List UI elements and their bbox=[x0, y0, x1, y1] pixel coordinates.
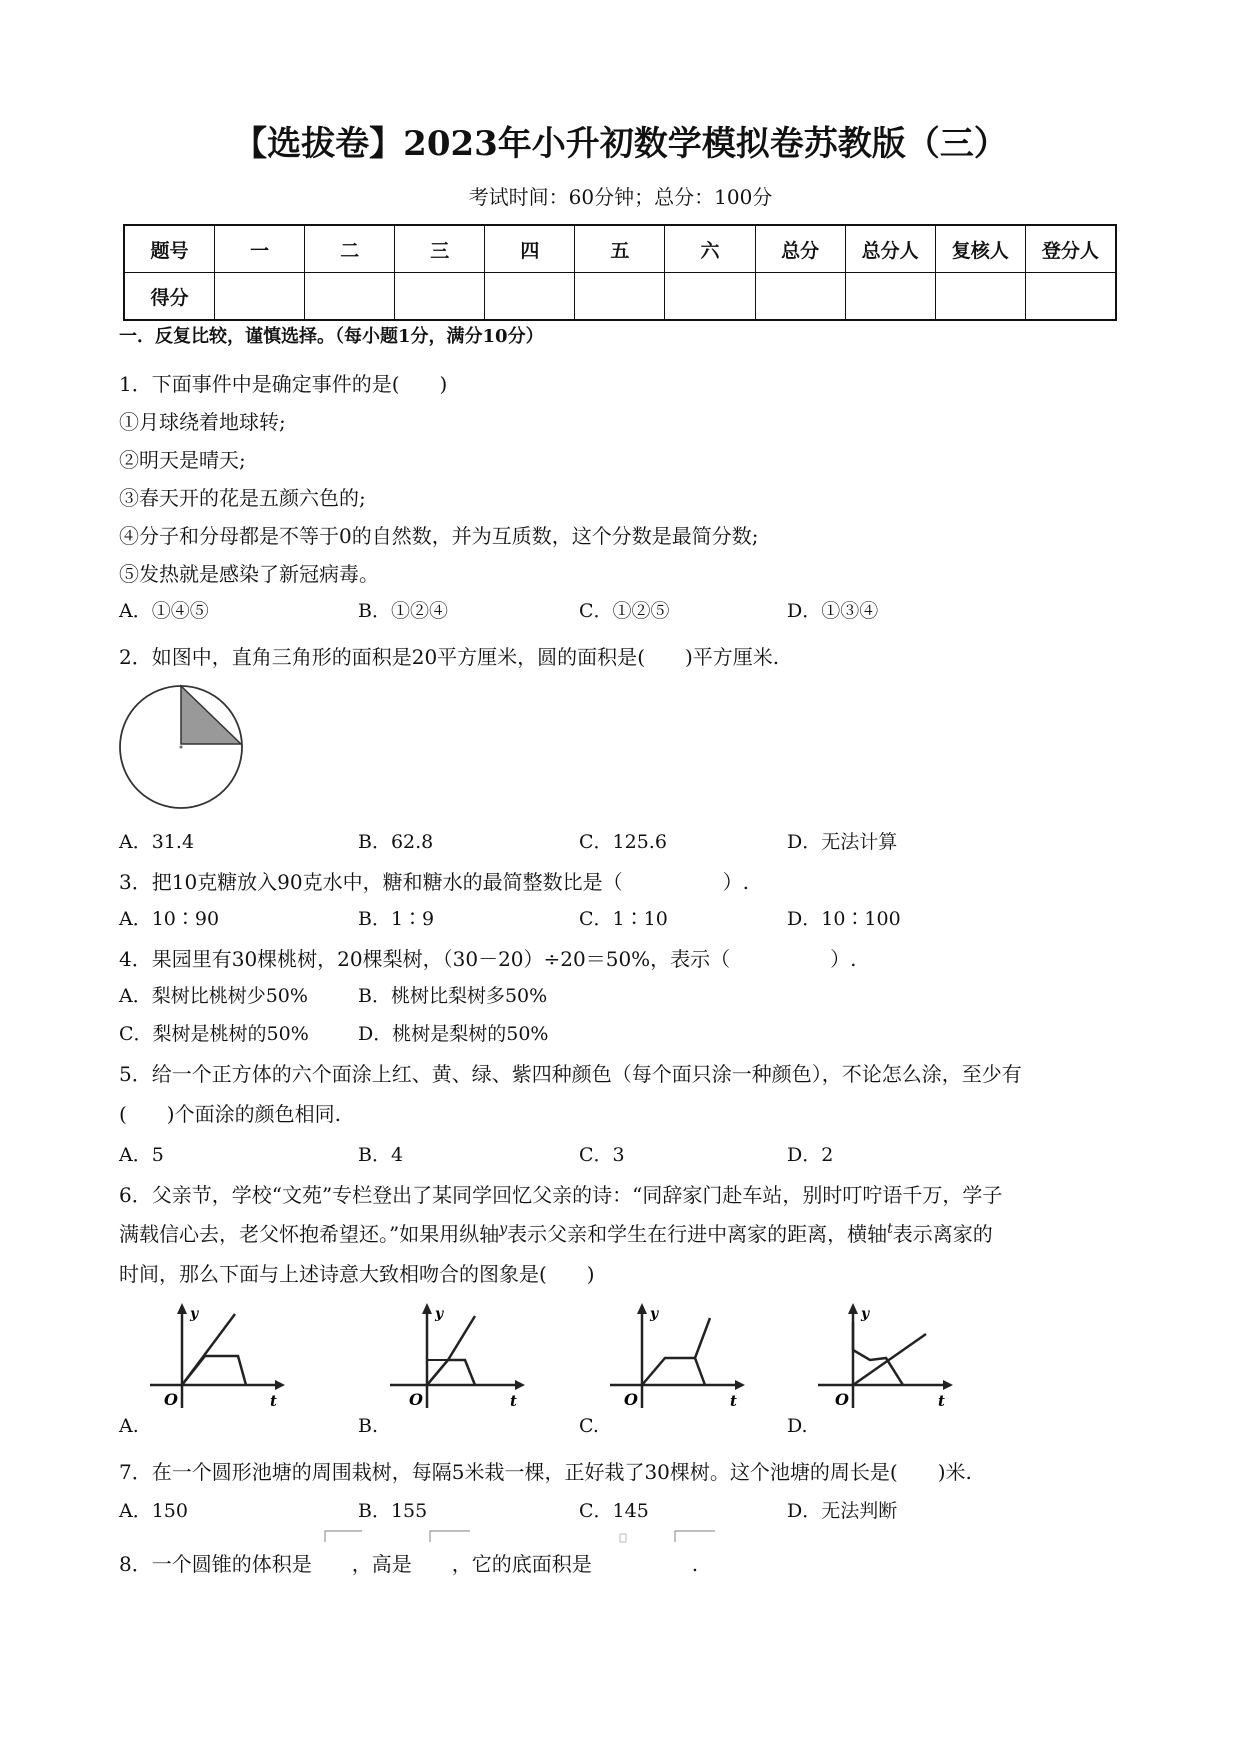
score-cell[interactable] bbox=[215, 273, 305, 321]
score-table-header: 六 bbox=[665, 225, 755, 273]
question-5-cont bbox=[119, 1098, 341, 1127]
answer-blank[interactable]: ( ) bbox=[119, 1102, 175, 1126]
t-axis-label: t bbox=[938, 1392, 945, 1410]
question-2-unit: 平方厘米. bbox=[692, 645, 780, 669]
score-table-header: 一 bbox=[215, 225, 305, 273]
option-a[interactable]: A．150 bbox=[119, 1500, 188, 1522]
line-student bbox=[427, 1360, 475, 1385]
graph-c bbox=[610, 1300, 750, 1415]
score-row-label: 得分 bbox=[124, 273, 215, 321]
option-a[interactable]: A．10∶90 bbox=[119, 908, 220, 930]
origin-label: O bbox=[409, 1390, 423, 1409]
question-2-stem: 2．如图中，直角三角形的面积是20平方厘米，圆的面积是 bbox=[119, 645, 638, 669]
option-b[interactable]: B．1∶9 bbox=[358, 908, 435, 930]
circle-center-dot bbox=[180, 746, 183, 749]
score-cell[interactable] bbox=[395, 273, 485, 321]
option-d[interactable]: D．①③④ bbox=[787, 600, 879, 622]
option-c[interactable]: C．145 bbox=[579, 1500, 649, 1522]
option-c[interactable]: C．125.6 bbox=[579, 831, 667, 853]
option-d[interactable]: D．10∶100 bbox=[787, 908, 901, 930]
question-6-line1: 6．父亲节，学校“文苑”专栏登出了某同学回忆父亲的诗：“同辞家门赴车站，别时叮咛语千万，学子 bbox=[119, 1183, 1003, 1207]
t-axis-label: t bbox=[510, 1392, 517, 1410]
y-axis-arrow bbox=[637, 1303, 647, 1314]
score-table-header: 登分人 bbox=[1025, 225, 1116, 273]
question-7-stem: 7．在一个圆形池塘的周围栽树，每隔5米栽一棵，正好栽了30棵树。这个池塘的周长是 bbox=[119, 1460, 890, 1484]
line-father bbox=[695, 1318, 710, 1358]
question-2 bbox=[119, 641, 779, 670]
question-1-item: ③春天开的花是五颜六色的; bbox=[119, 486, 366, 510]
option-a[interactable]: A．梨树比桃树少50% bbox=[119, 985, 308, 1007]
question-8 bbox=[119, 1548, 698, 1577]
line-student bbox=[642, 1358, 705, 1385]
option-b[interactable]: B. bbox=[358, 1415, 379, 1437]
option-c[interactable]: C．梨树是桃树的50% bbox=[119, 1023, 309, 1045]
line-student bbox=[853, 1322, 903, 1385]
t-axis-arrow bbox=[735, 1380, 745, 1390]
circle-triangle-figure bbox=[118, 682, 248, 812]
score-table-header: 复核人 bbox=[935, 225, 1025, 273]
y-axis-label: y bbox=[435, 1306, 444, 1322]
graph-a bbox=[150, 1300, 290, 1415]
variable-t: t bbox=[887, 1221, 893, 1237]
question-8-part: . bbox=[691, 1552, 699, 1576]
question-1-item: ①月球绕着地球转; bbox=[119, 410, 286, 434]
question-7 bbox=[119, 1456, 972, 1485]
option-d[interactable]: D．2 bbox=[787, 1144, 834, 1166]
question-5-stem-end: 个面涂的颜色相同. bbox=[174, 1102, 341, 1126]
question-8-part: 8．一个圆锥的体积是 bbox=[119, 1552, 312, 1576]
option-d[interactable]: D．桃树是梨树的50% bbox=[358, 1023, 549, 1045]
option-c[interactable]: C．①②⑤ bbox=[579, 600, 670, 622]
score-table-row bbox=[124, 273, 1116, 321]
option-c[interactable]: C. bbox=[579, 1415, 599, 1437]
option-b[interactable]: B．155 bbox=[358, 1500, 428, 1522]
score-cell[interactable] bbox=[1025, 273, 1116, 321]
score-table-header: 五 bbox=[575, 225, 665, 273]
y-axis-label: y bbox=[650, 1306, 659, 1322]
answer-blank[interactable]: ( ) bbox=[637, 645, 693, 669]
line-father bbox=[853, 1334, 926, 1385]
answer-blank[interactable]: ( ) bbox=[539, 1262, 595, 1286]
page-title: 【选拔卷】2023年小升初数学模拟卷苏教版（三） bbox=[233, 124, 1008, 164]
t-axis-label: t bbox=[730, 1392, 737, 1410]
score-table bbox=[123, 224, 1117, 321]
question-1-item: ⑤发热就是感染了新冠病毒。 bbox=[119, 562, 379, 586]
question-1-item: ④分子和分母都是不等于0的自然数，并为互质数，这个分数是最简分数; bbox=[119, 524, 759, 548]
score-cell[interactable] bbox=[665, 273, 755, 321]
t-axis-label: t bbox=[270, 1392, 277, 1410]
question-5: 5．给一个正方体的六个面涂上红、黄、绿、紫四种颜色（每个面只涂一种颜色），不论怎么涂，至少有 bbox=[119, 1062, 1022, 1086]
question-1 bbox=[119, 368, 447, 397]
y-axis-arrow bbox=[422, 1303, 432, 1314]
score-cell[interactable] bbox=[305, 273, 395, 321]
question-8-part: ，高是 bbox=[351, 1552, 412, 1576]
question-1-stem: 1．下面事件中是确定事件的是 bbox=[119, 372, 392, 396]
origin-label: O bbox=[624, 1390, 638, 1409]
origin-label: O bbox=[164, 1390, 178, 1409]
answer-blank[interactable]: ( ) bbox=[391, 372, 448, 396]
score-cell[interactable] bbox=[845, 273, 935, 321]
question-1-item: ②明天是晴天; bbox=[119, 448, 246, 472]
option-b[interactable]: B．62.8 bbox=[358, 831, 434, 853]
score-cell[interactable] bbox=[575, 273, 665, 321]
option-a[interactable]: A．①④⑤ bbox=[119, 600, 209, 622]
option-a[interactable]: A. bbox=[119, 1415, 139, 1437]
graph-d bbox=[818, 1300, 958, 1415]
exam-info: 考试时间：60分钟；总分：100分 bbox=[468, 185, 773, 209]
y-axis-label: y bbox=[861, 1306, 870, 1322]
answer-blank[interactable]: ( ) bbox=[889, 1460, 946, 1484]
score-table-header: 四 bbox=[485, 225, 575, 273]
score-cell[interactable] bbox=[935, 273, 1025, 321]
option-b[interactable]: B．桃树比梨树多50% bbox=[358, 985, 548, 1007]
option-c[interactable]: C．1∶10 bbox=[579, 908, 668, 930]
question-7-unit: 米. bbox=[945, 1460, 972, 1484]
score-table-header: 三 bbox=[395, 225, 485, 273]
score-table-header: 总分人 bbox=[845, 225, 935, 273]
score-cell[interactable] bbox=[485, 273, 575, 321]
t-axis-arrow bbox=[943, 1380, 953, 1390]
score-cell[interactable] bbox=[755, 273, 845, 321]
question-6-line2: 满载信心去，老父怀抱希望还。”如果用纵轴$^y$表示父亲和学生在行进中离家的距离，横轴$^t$表示离家的 bbox=[119, 1221, 993, 1246]
option-b[interactable]: B．①②④ bbox=[358, 600, 448, 622]
question-6-line3: 时间，那么下面与上述诗意大致相吻合的图象是( ) bbox=[119, 1262, 595, 1286]
score-table-header: 题号 bbox=[124, 225, 215, 273]
question-8-part: ，它的底面积是 bbox=[451, 1552, 592, 1576]
question-4: 4．果园里有30棵桃树，20棵梨树，（30－20）÷20＝50%，表示（ ）. bbox=[119, 947, 857, 971]
section-heading: 一．反复比较，谨慎选择。（每小题1分，满分10分） bbox=[119, 326, 544, 347]
score-table-header: 二 bbox=[305, 225, 395, 273]
option-a[interactable]: A．31.4 bbox=[119, 831, 195, 853]
formula-placeholder-marks bbox=[320, 1528, 740, 1548]
y-axis-arrow bbox=[848, 1303, 858, 1314]
option-d[interactable]: D．无法计算 bbox=[787, 831, 898, 853]
option-d[interactable]: D．无法判断 bbox=[787, 1500, 898, 1522]
question-3: 3．把10克糖放入90克水中，糖和糖水的最简整数比是（ ）. bbox=[119, 870, 749, 894]
t-axis-arrow bbox=[515, 1380, 525, 1390]
option-d[interactable]: D. bbox=[787, 1415, 808, 1437]
t-axis-arrow bbox=[275, 1380, 285, 1390]
y-axis-arrow bbox=[177, 1303, 187, 1314]
option-b[interactable]: B．4 bbox=[358, 1144, 404, 1166]
y-axis-label: y bbox=[190, 1306, 199, 1322]
origin-label: O bbox=[835, 1390, 849, 1409]
score-table-header-row bbox=[124, 225, 1116, 273]
score-table-header: 总分 bbox=[755, 225, 845, 273]
graph-b bbox=[390, 1300, 530, 1415]
option-c[interactable]: C．3 bbox=[579, 1144, 625, 1166]
option-a[interactable]: A．5 bbox=[119, 1144, 164, 1166]
variable-y: y bbox=[499, 1221, 508, 1237]
